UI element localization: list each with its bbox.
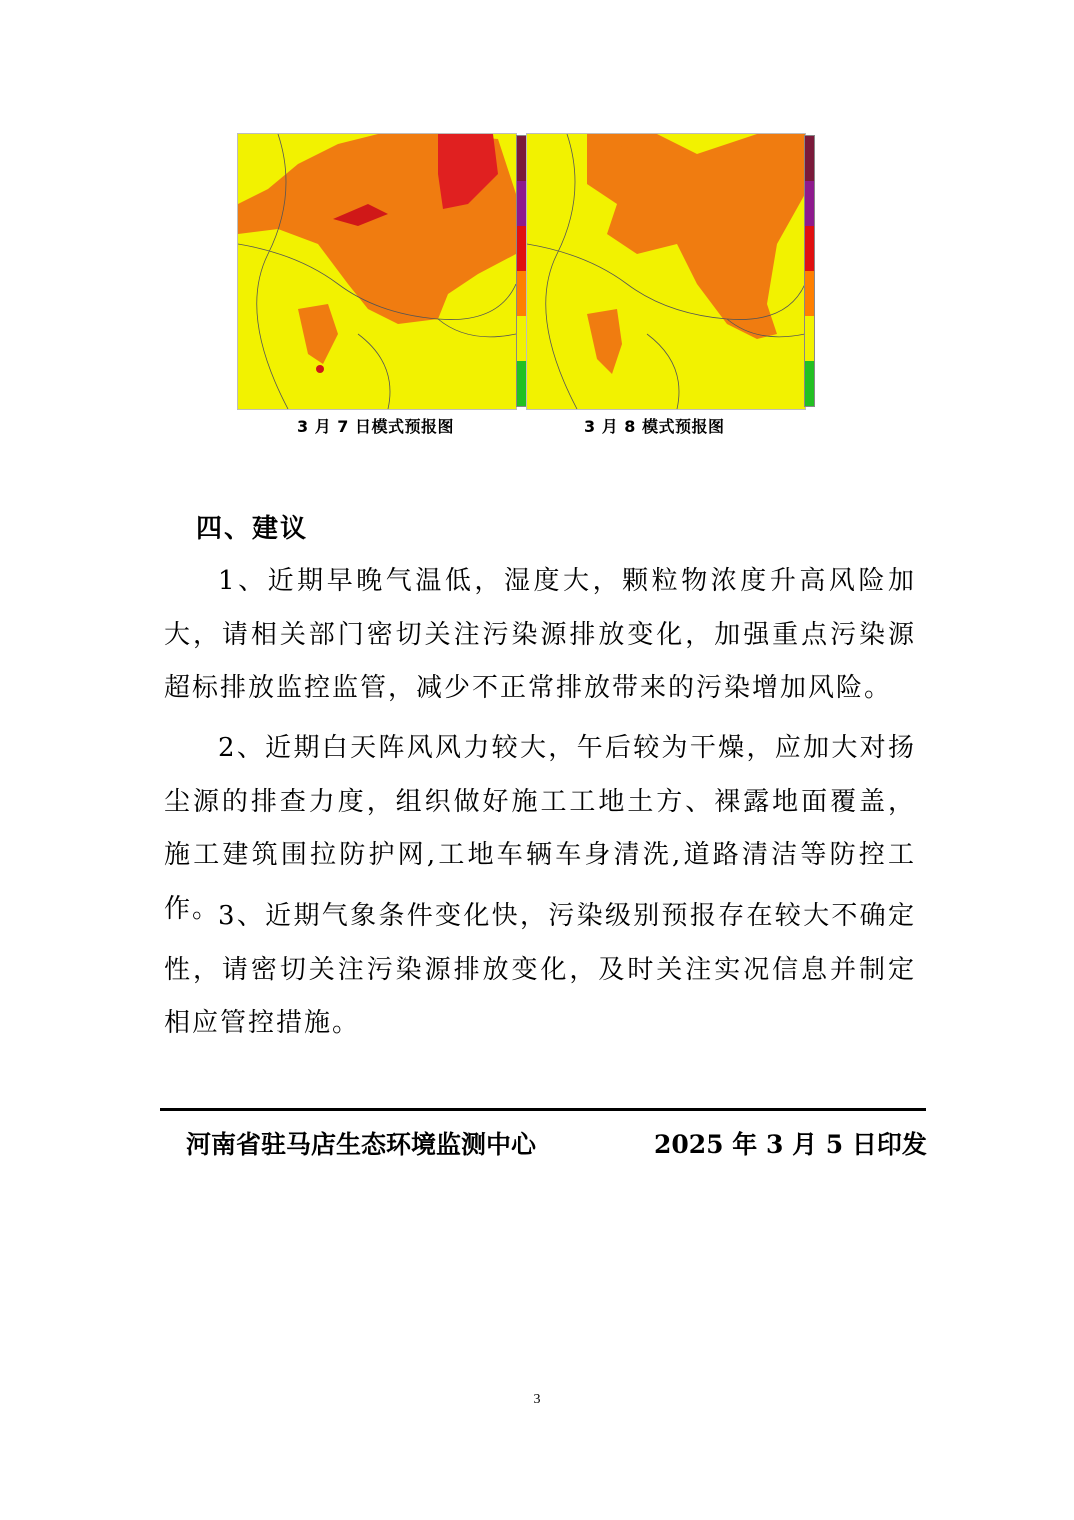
- issuing-organization: 河南省驻马店生态环境监测中心: [186, 1130, 537, 1159]
- forecast-map-image: [238, 134, 516, 409]
- section-heading: 四、建议: [196, 514, 309, 544]
- paragraph-3: [164, 890, 916, 1051]
- forecast-maps: [237, 133, 817, 411]
- forecast-map-mar8: [526, 133, 806, 410]
- forecast-map-mar7: [237, 133, 517, 410]
- paragraph-3-text: 3、近期气象条件变化快，污染级别预报存在较大不确定性，请密切关注污染源排放变化，及时关注实况信息并制定相应管控措施。: [164, 901, 916, 1038]
- paragraph-2-text: 2、近期白天阵风风力较大，午后较为干燥，应加大对扬尘源的排查力度，组织做好施工工地土方、裸露地面覆盖，施工建筑围拉防护网,工地车辆车身清洗,道路清洁等防控工作。: [164, 733, 916, 924]
- figure-caption-mar7: 3 月 7 日模式预报图: [297, 417, 454, 436]
- paragraph-1: [164, 555, 916, 716]
- issue-date: 2025 年 3 月 5 日印发: [654, 1130, 927, 1159]
- page-number: 3: [533, 1392, 541, 1407]
- paragraph-1-text: 1、近期早晚气温低，湿度大，颗粒物浓度升高风险加大，请相关部门密切关注污染源排放变化，加强重点污染源超标排放监控监管，减少不正常排放带来的污染增加风险。: [164, 566, 916, 703]
- figure-caption-mar8: 3 月 8 模式预报图: [584, 417, 725, 436]
- footer-divider: [160, 1108, 926, 1111]
- color-scale-2: [804, 135, 815, 407]
- forecast-map-image: [527, 134, 805, 409]
